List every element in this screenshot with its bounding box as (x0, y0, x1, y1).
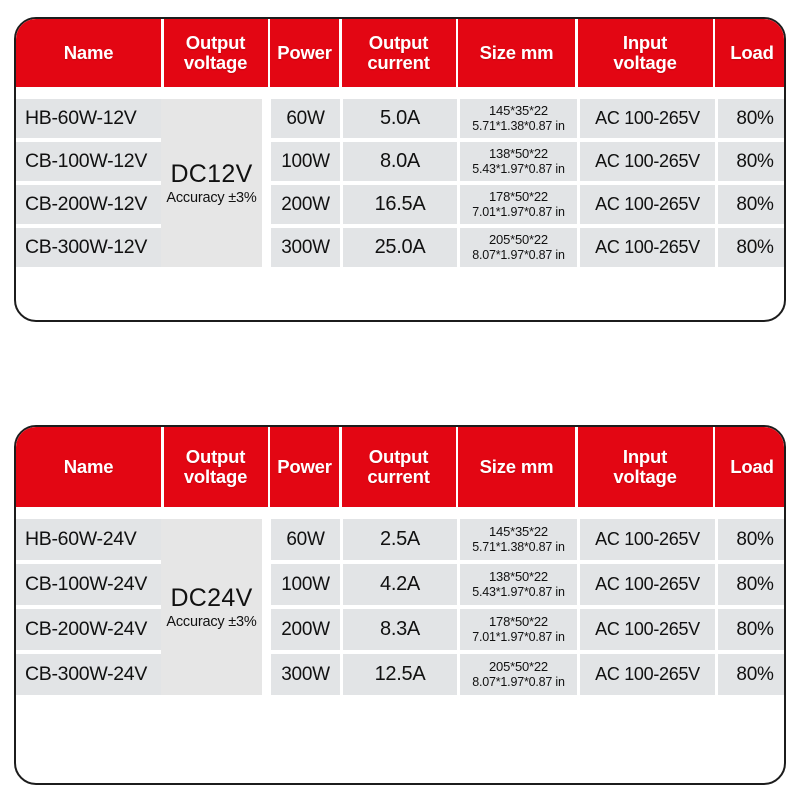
column-header-line: voltage (183, 466, 248, 487)
cell-size (460, 519, 577, 560)
table-rows (16, 519, 784, 695)
column-header-line: Load (730, 456, 774, 478)
cell-power: 60W (271, 519, 340, 560)
spec-table-card (14, 17, 786, 322)
column-header-line: current (367, 466, 430, 487)
table-row (16, 564, 784, 605)
cell-size-mm: 145*35*22 (489, 103, 548, 119)
cell-input-voltage: AC 100-265V (580, 564, 715, 605)
cell-input-voltage: AC 100-265V (580, 228, 715, 267)
column-header-line: Input (622, 32, 668, 54)
cell-size (460, 564, 577, 605)
column-header-current (342, 427, 456, 507)
cell-size (460, 609, 577, 650)
cell-size-mm: 205*50*22 (489, 232, 548, 248)
cell-input-voltage: AC 100-265V (580, 519, 715, 560)
column-header-name (16, 19, 161, 87)
cell-load: 80% (718, 99, 786, 138)
column-header-line: Name (63, 42, 114, 64)
cell-output-current: 8.3A (343, 609, 457, 650)
cell-name: HB-60W-12V (16, 99, 161, 138)
cell-output-current: 16.5A (343, 185, 457, 224)
cell-load: 80% (718, 519, 786, 560)
column-header-current (342, 19, 456, 87)
column-header-line: Power (277, 42, 332, 64)
column-header-line: voltage (183, 52, 248, 73)
cell-input-voltage: AC 100-265V (580, 654, 715, 695)
cell-output-current: 25.0A (343, 228, 457, 267)
cell-size-mm: 138*50*22 (489, 146, 548, 162)
cell-name: CB-300W-24V (16, 654, 161, 695)
cell-output-current: 12.5A (343, 654, 457, 695)
cell-load: 80% (718, 609, 786, 650)
column-header-line: Power (277, 456, 332, 478)
column-header-line: voltage (613, 52, 677, 73)
cell-size (460, 99, 577, 138)
table-body (16, 87, 784, 267)
table-row (16, 185, 784, 224)
output-voltage-accuracy: Accuracy ±3% (166, 614, 257, 630)
cell-size (460, 185, 577, 224)
column-header-line: Load (730, 42, 774, 64)
cell-name: CB-300W-12V (16, 228, 161, 267)
cell-output-voltage-merged (161, 99, 262, 267)
cell-size-mm: 205*50*22 (489, 659, 548, 675)
cell-name: HB-60W-24V (16, 519, 161, 560)
column-header-power (270, 427, 339, 507)
cell-input-voltage: AC 100-265V (580, 609, 715, 650)
cell-power: 100W (271, 142, 340, 181)
cell-load: 80% (718, 564, 786, 605)
cell-name: CB-100W-24V (16, 564, 161, 605)
output-voltage-accuracy: Accuracy ±3% (166, 190, 257, 206)
column-header-line: Output (185, 32, 246, 54)
table-rows (16, 99, 784, 267)
cell-input-voltage: AC 100-265V (580, 99, 715, 138)
cell-load: 80% (718, 654, 786, 695)
column-header-size-label: Size mm (479, 456, 554, 478)
cell-size (460, 228, 577, 267)
column-header-size-label: Size mm (479, 42, 554, 64)
column-header-line: Input (622, 446, 668, 468)
table-row (16, 519, 784, 560)
cell-output-current: 2.5A (343, 519, 457, 560)
table-header-row (16, 427, 784, 507)
cell-power: 200W (271, 609, 340, 650)
cell-size-inch: 5.43*1.97*0.87 in (472, 161, 565, 176)
column-header-line: current (367, 52, 430, 73)
cell-size-mm: 138*50*22 (489, 569, 548, 585)
table-body (16, 507, 784, 695)
column-header-size (458, 427, 575, 507)
cell-name: CB-100W-12V (16, 142, 161, 181)
cell-size-inch: 8.07*1.97*0.87 in (472, 247, 565, 262)
column-header-line: Output (368, 446, 429, 468)
table-row (16, 142, 784, 181)
cell-power: 300W (271, 654, 340, 695)
column-header-load (715, 427, 786, 507)
cell-name: CB-200W-24V (16, 609, 161, 650)
column-header-voltage (164, 19, 268, 87)
table-row (16, 228, 784, 267)
cell-size-inch: 7.01*1.97*0.87 in (472, 204, 565, 219)
column-header-load (715, 19, 786, 87)
cell-size-mm: 178*50*22 (489, 189, 548, 205)
column-header-name (16, 427, 161, 507)
column-header-power (270, 19, 339, 87)
cell-input-voltage: AC 100-265V (580, 142, 715, 181)
cell-load: 80% (718, 142, 786, 181)
column-header-line: Output (185, 446, 246, 468)
table-row (16, 609, 784, 650)
output-voltage-value: DC12V (170, 160, 253, 188)
cell-power: 60W (271, 99, 340, 138)
cell-size-mm: 178*50*22 (489, 614, 548, 630)
cell-power: 300W (271, 228, 340, 267)
cell-size-mm: 145*35*22 (489, 524, 548, 540)
cell-power: 100W (271, 564, 340, 605)
cell-size (460, 142, 577, 181)
cell-output-current: 5.0A (343, 99, 457, 138)
column-header-input (578, 427, 713, 507)
column-header-line: Name (63, 456, 114, 478)
cell-input-voltage: AC 100-265V (580, 185, 715, 224)
output-voltage-value: DC24V (170, 584, 253, 612)
column-header-voltage (164, 427, 268, 507)
cell-output-current: 4.2A (343, 564, 457, 605)
cell-size-inch: 5.71*1.38*0.87 in (472, 118, 565, 133)
column-header-input (578, 19, 713, 87)
table-row (16, 99, 784, 138)
cell-name: CB-200W-12V (16, 185, 161, 224)
table-header-row (16, 19, 784, 87)
cell-output-current: 8.0A (343, 142, 457, 181)
cell-size-inch: 5.43*1.97*0.87 in (472, 584, 565, 599)
column-header-line: Output (368, 32, 429, 54)
cell-size-inch: 7.01*1.97*0.87 in (472, 629, 565, 644)
table-row (16, 654, 784, 695)
cell-load: 80% (718, 185, 786, 224)
spec-table-card (14, 425, 786, 785)
cell-size-inch: 5.71*1.38*0.87 in (472, 539, 565, 554)
cell-output-voltage-merged (161, 519, 262, 695)
cell-power: 200W (271, 185, 340, 224)
cell-size-inch: 8.07*1.97*0.87 in (472, 674, 565, 689)
cell-load: 80% (718, 228, 786, 267)
cell-size (460, 654, 577, 695)
column-header-line: voltage (613, 466, 677, 487)
column-header-size (458, 19, 575, 87)
